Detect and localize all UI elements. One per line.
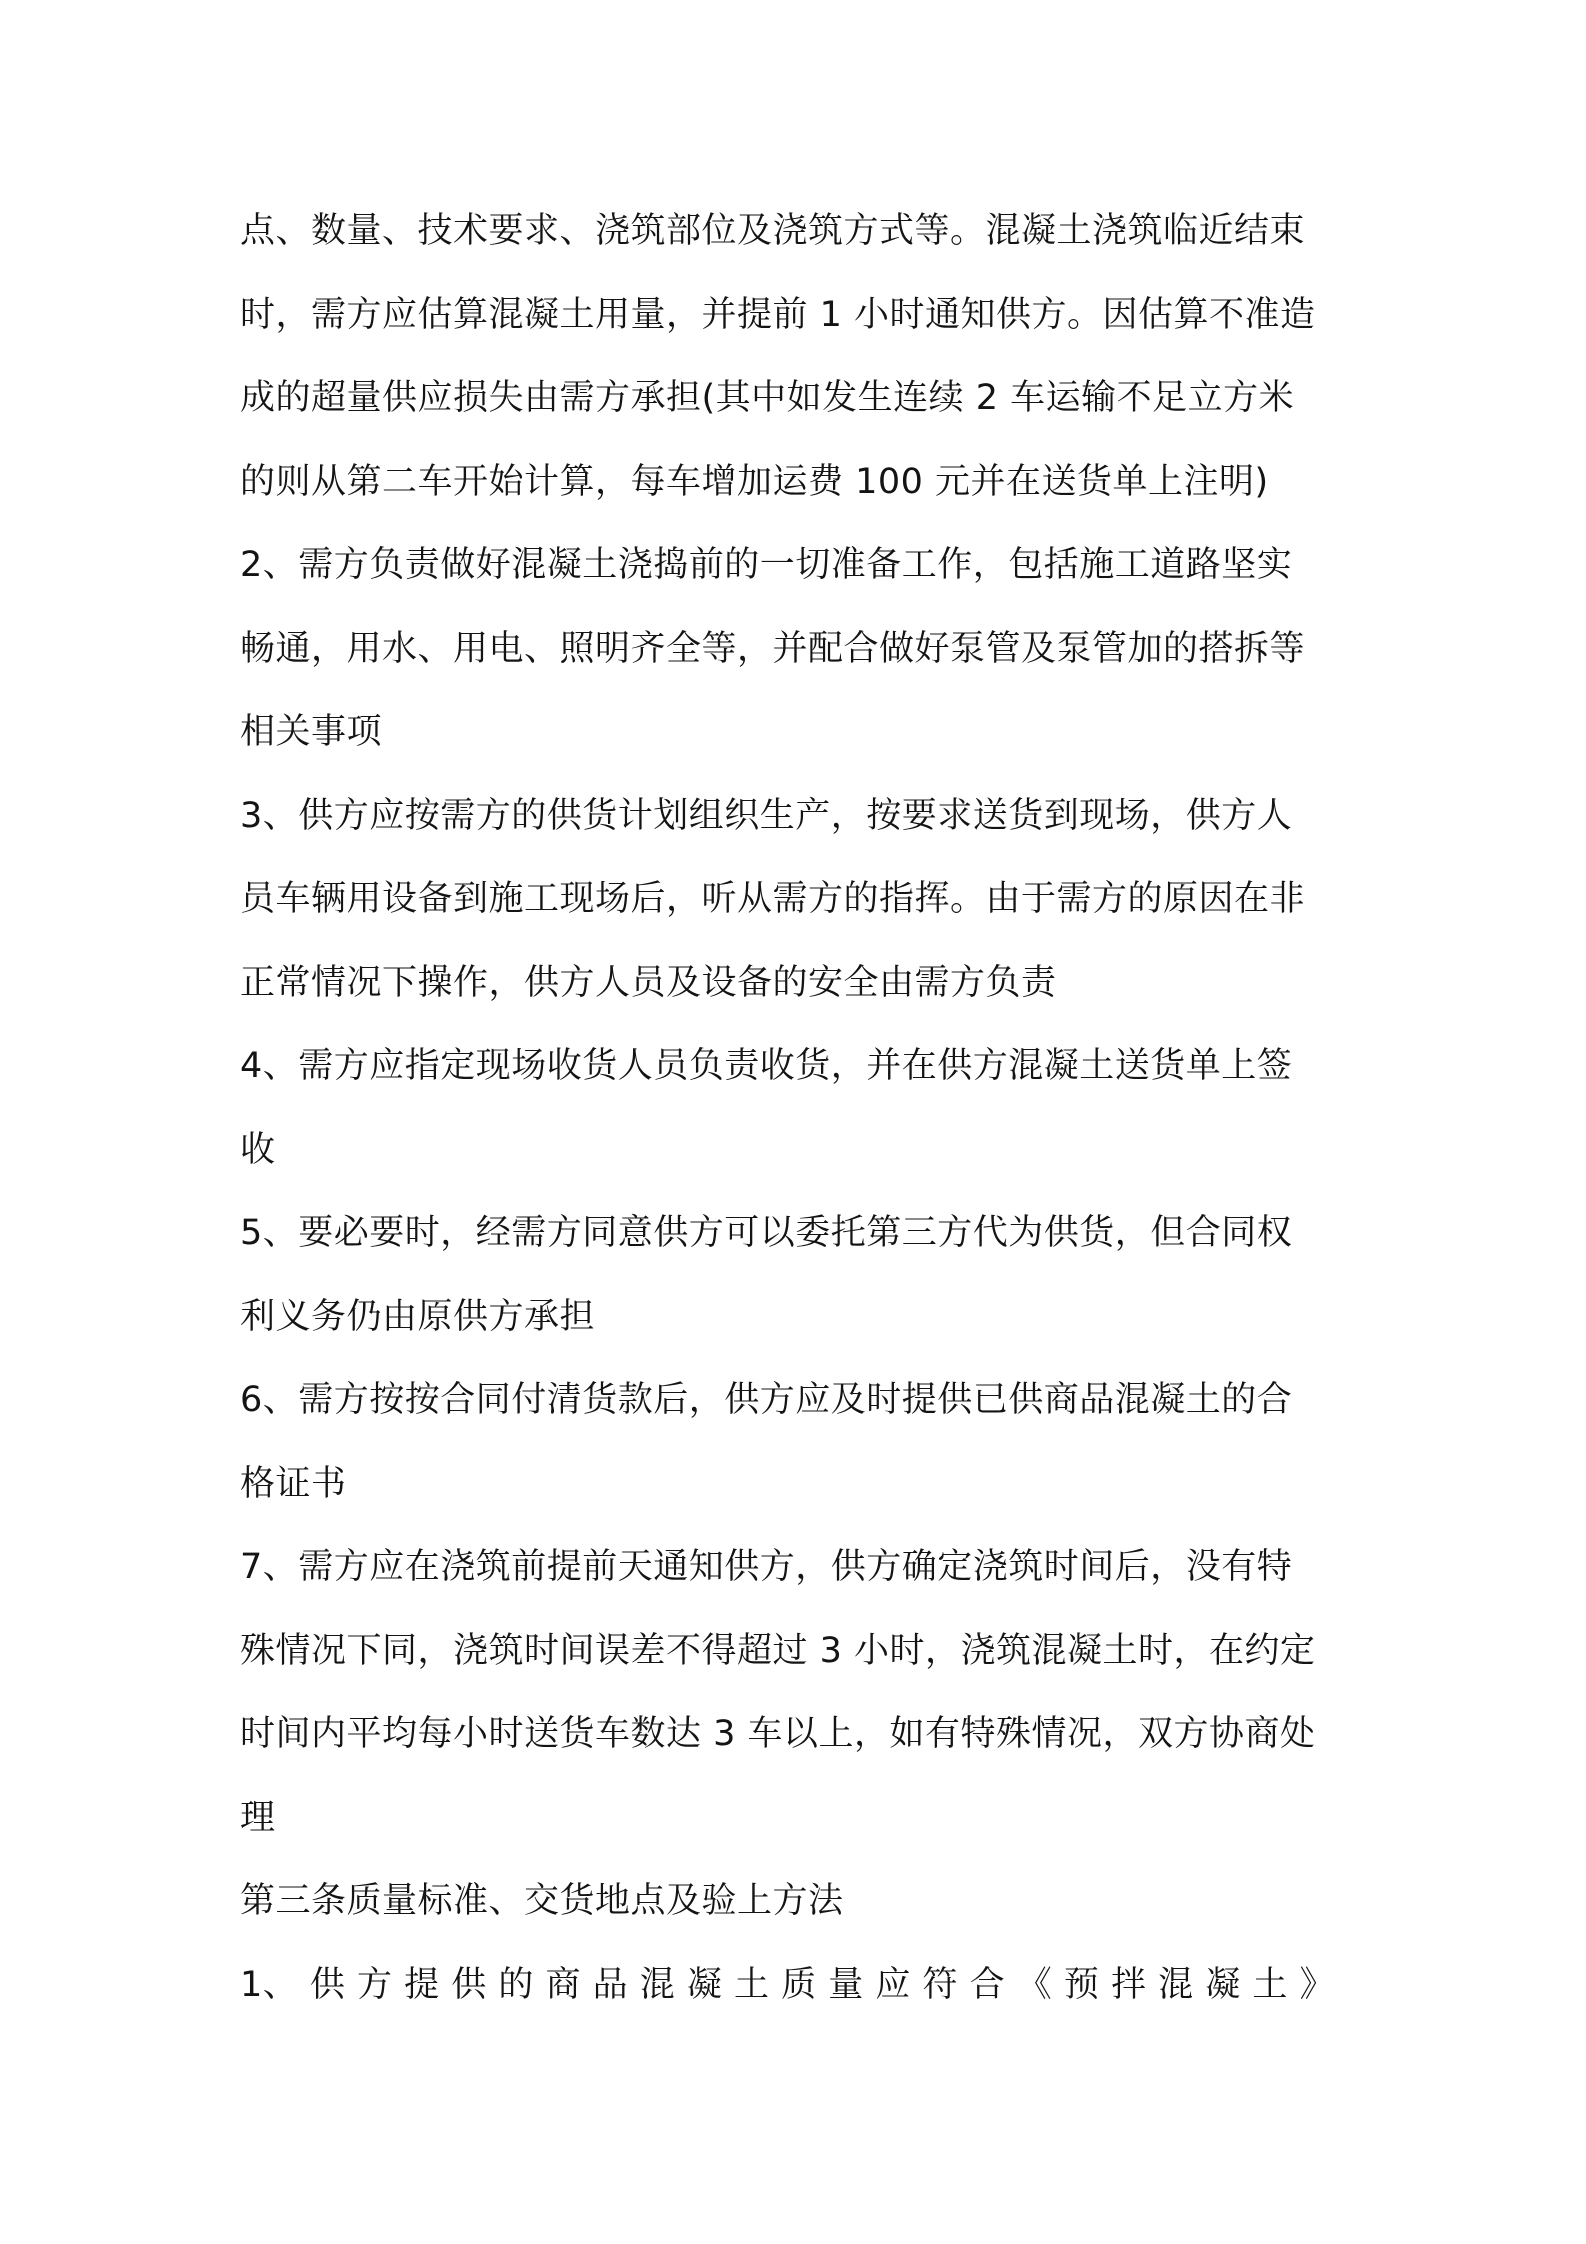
- text-line: 理: [240, 1797, 276, 1838]
- text-line: 殊情况下同，浇筑时间误差不得超过 3 小时，浇筑混凝土时，在约定: [240, 1630, 1316, 1671]
- document-body: [240, 200, 1355, 2037]
- text-line: 畅通，用水、用电、照明齐全等，并配合做好泵管及泵管加的搭拆等: [240, 628, 1306, 669]
- clause-7-line: 7、需方应在浇筑前提前天通知供方，供方确定浇筑时间后，没有特: [240, 1547, 1293, 1587]
- text-line: 相关事项: [240, 712, 383, 752]
- clause-4-line: 4、需方应指定现场收货人员负责收货，并在供方混凝土送货单上签: [240, 1046, 1293, 1086]
- clause-6-line: 6、需方按按合同付清货款后，供方应及时提供已供商品混凝土的合: [240, 1380, 1293, 1420]
- clause-3-line: 3、供方应按需方的供货计划组织生产，按要求送货到现场，供方人: [240, 795, 1293, 836]
- text-line: 格证书: [240, 1463, 347, 1504]
- clause-5-line: 5、要必要时，经需方同意供方可以委托第三方代为供货，但合同权: [240, 1213, 1293, 1253]
- text-line: 点、数量、技术要求、浇筑部位及浇筑方式等。混凝土浇筑临近结束: [240, 211, 1306, 251]
- clause-2-line: 2、需方负责做好混凝土浇捣前的一切准备工作，包括施工道路坚实: [240, 545, 1293, 585]
- text-line: 收: [240, 1129, 276, 1170]
- clause-1-line: 1、 供 方 提 供 的 商 品 混 凝 土 质 量 应 符 合 《 预 拌 混 凝 土 》: [240, 1964, 1336, 2005]
- text-line: 成的超量供应损失由需方承担(其中如发生连续 2 车运输不足立方米: [240, 378, 1295, 418]
- text-line: 的则从第二车开始计算，每车增加运费 100 元并在送货单上注明): [240, 461, 1269, 502]
- text-line: 利义务仍由原供方承担: [240, 1296, 596, 1337]
- text-line: 员车辆用设备到施工现场后，听从需方的指挥。由于需方的原因在非: [240, 879, 1306, 919]
- text-line: 时间内平均每小时送货车数达 3 车以上，如有特殊情况，双方协商处: [240, 1714, 1316, 1754]
- section-heading: 第三条质量标准、交货地点及验上方法: [240, 1881, 844, 1921]
- text-line: 时，需方应估算混凝土用量，并提前 1 小时通知供方。因估算不准造: [240, 294, 1316, 335]
- text-line: 正常情况下操作，供方人员及设备的安全由需方负责: [240, 962, 1057, 1003]
